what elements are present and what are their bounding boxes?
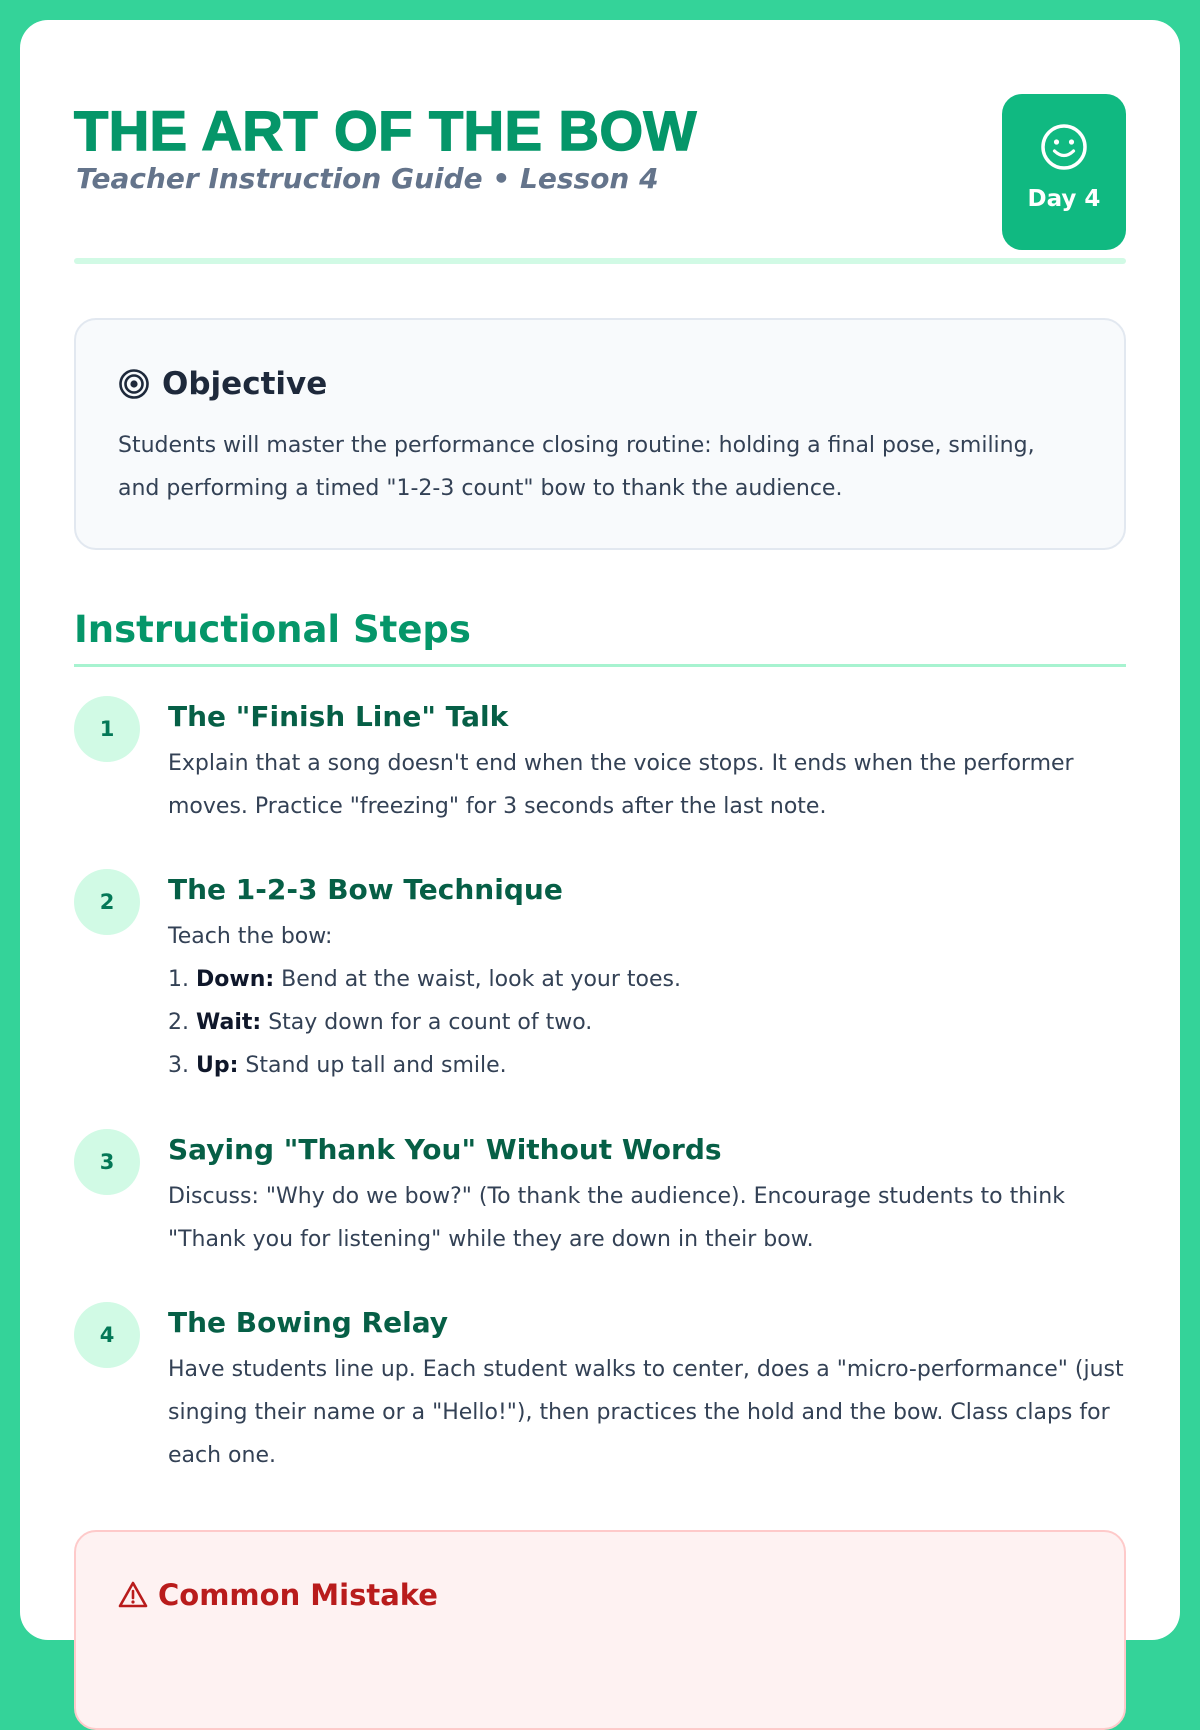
step-title: The Bowing Relay — [168, 1306, 448, 1339]
steps-section-title: Instructional Steps — [74, 608, 471, 651]
page-subtitle: Teacher Instruction Guide • Lesson 4 — [76, 162, 659, 195]
substep-text: Stay down for a count of two. — [268, 1010, 593, 1035]
step-body: Explain that a song doesn't end when the voice stops. It ends when the performer moves. Practice "freezing" for 3 seconds after the last note. — [168, 751, 1074, 819]
step-number: 3 — [74, 1129, 140, 1195]
header-divider — [74, 258, 1126, 264]
substep-prefix: 3. — [168, 1053, 189, 1078]
objective-heading — [118, 366, 327, 402]
step-body — [168, 915, 1126, 1087]
step-number: 1 — [74, 696, 140, 762]
objective-text: Students will master the performance closing routine: holding a final pose, smiling, and performing a timed "1-2-3 count" bow to thank the audience. — [118, 433, 1035, 501]
bow-substep — [168, 1044, 1126, 1087]
substep-prefix: 1. — [168, 967, 189, 992]
substep-text: Bend at the waist, look at your toes. — [281, 967, 681, 992]
common-mistake-box — [74, 1530, 1126, 1730]
step-number: 2 — [74, 869, 140, 935]
substep-label: Down: — [196, 967, 275, 992]
step-intro: Teach the bow: — [168, 924, 333, 949]
bow-substep — [168, 1001, 1126, 1044]
header — [74, 80, 1126, 260]
substep-label: Up: — [196, 1053, 239, 1078]
step-title: The 1-2-3 Bow Technique — [168, 873, 563, 906]
bow-substep — [168, 958, 1126, 1001]
lesson-card — [20, 20, 1180, 1640]
warning-icon — [118, 1581, 148, 1609]
step-title: The "Finish Line" Talk — [168, 700, 509, 733]
target-icon — [118, 368, 150, 400]
steps-section-rule — [74, 664, 1126, 667]
mistake-heading — [118, 1578, 438, 1612]
substep-text: Stand up tall and smile. — [245, 1053, 507, 1078]
objective-box — [74, 318, 1126, 550]
substep-prefix: 2. — [168, 1010, 189, 1035]
page-title: THE ART OF THE BOW — [74, 99, 697, 162]
substep-label: Wait: — [196, 1010, 262, 1035]
step-title: Saying "Thank You" Without Words — [168, 1133, 722, 1166]
day-label: Day 4 — [1027, 186, 1101, 212]
objective-title: Objective — [162, 366, 328, 402]
step-number: 4 — [74, 1302, 140, 1368]
step-body: Have students line up. Each student walks to center, does a "micro-performance" (just singing their name or a "Hello!"), then practices the hold and the bow. Class claps for each one. — [168, 1357, 1124, 1468]
mistake-title: Common Mistake — [158, 1578, 438, 1612]
day-badge — [1002, 94, 1126, 250]
smiley-icon — [1039, 122, 1089, 172]
step-body: Discuss: "Why do we bow?" (To thank the audience). Encourage students to think "Thank you for listening" while they are down in their bow. — [168, 1184, 1065, 1252]
